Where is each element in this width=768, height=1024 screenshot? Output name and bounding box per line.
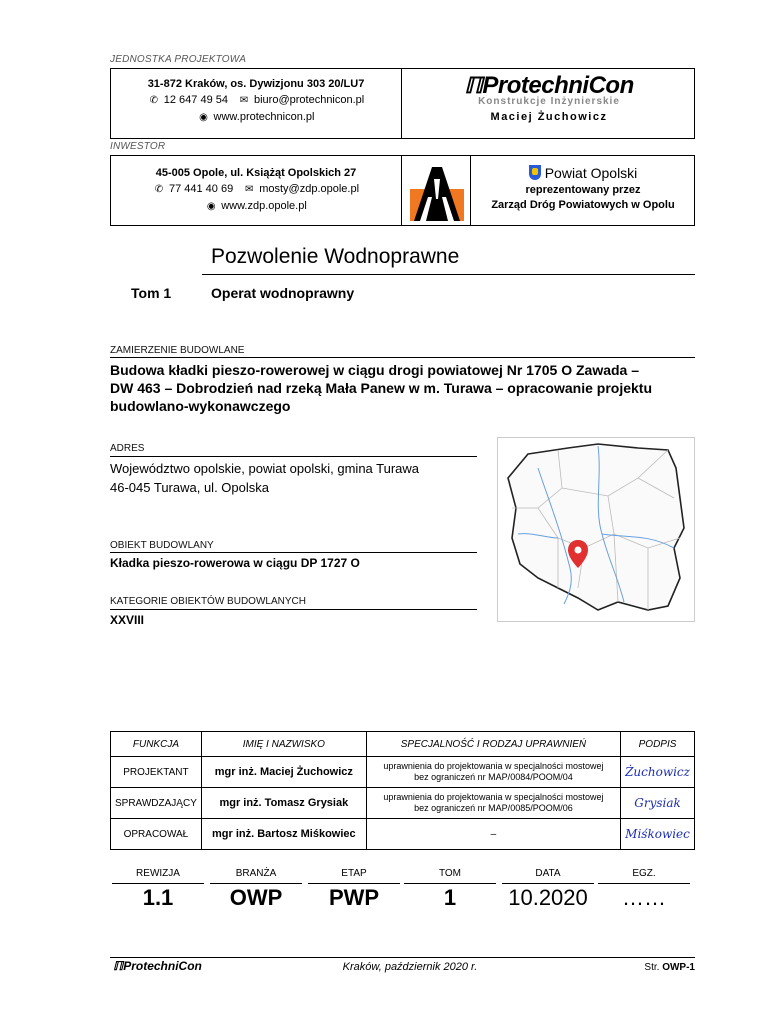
row-name: mgr inż. Bartosz Miśkowiec (201, 819, 366, 850)
meta-rule-6 (598, 883, 690, 884)
signature-table (110, 731, 695, 850)
logo-mark-icon: ℿ (464, 73, 483, 98)
footer-logo (113, 959, 202, 973)
investor-section-label: INWESTOR (110, 141, 166, 152)
col-header-spec: SPECJALNOŚĆ I RODZAJ UPRAWNIEŃ (366, 732, 620, 757)
inv-phone: 77 441 40 69 (168, 183, 234, 195)
address-line-2: 46-045 Turawa, ul. Opolska (110, 480, 269, 495)
table-row (111, 788, 695, 819)
phone-icon: ✆ (149, 95, 158, 106)
protechnicon-logo (405, 72, 693, 123)
address-lines (110, 459, 419, 497)
meta-header-branch: BRANŻA (235, 868, 277, 879)
globe-icon: ◉ (206, 201, 216, 212)
project-line-2: DW 463 – Dobrodzień nad rzeką Mała Panew w m. Turawa – opracowanie projektu (110, 380, 652, 396)
logo-sub: Konstrukcje Inżynierskie (478, 96, 620, 107)
signature-image: Żuchowicz (621, 757, 695, 788)
row-spec: uprawnienia do projektowania w specjalności mostowej bez ograniczeń nr MAP/0085/POOM/06 (366, 788, 620, 819)
project-label: ZAMIERZENIE BUDOWLANE (110, 345, 245, 356)
col-header-signature: PODPIS (621, 732, 695, 757)
category-value: XXVIII (110, 613, 145, 627)
title-underline (202, 274, 695, 275)
phone-icon: ✆ (154, 184, 164, 195)
meta-value-branch: OWP (229, 885, 283, 910)
meta-value-tom: 1 (443, 885, 457, 910)
inv-web-row (112, 198, 400, 215)
doc-title: Pozwolenie Wodnoprawne (211, 245, 460, 268)
signature-image: Miśkowiec (621, 819, 695, 850)
meta-rule-1 (112, 883, 204, 884)
meta-header-tom: TOM (438, 868, 462, 879)
project-rule (110, 357, 695, 358)
logo-text: ProtechniCon (482, 72, 634, 99)
investor-contact (112, 165, 400, 215)
footer-rule (110, 957, 695, 958)
row-spec: uprawnienia do projektowania w specjalności mostowej bez ograniczeń nr MAP/0084/POOM/04 (366, 757, 620, 788)
meta-rule-4 (404, 883, 496, 884)
table-row (111, 757, 695, 788)
address-line-1: Województwo opolskie, powiat opolski, gmina Turawa (110, 461, 420, 476)
unit-contact (112, 76, 400, 126)
meta-rule-5 (502, 883, 594, 884)
unit-email: biuro@protechnicon.pl (254, 94, 365, 106)
footer-page (628, 962, 695, 973)
tom-label: Tom 1 (131, 285, 172, 301)
logo-mark-icon: ℿ (113, 959, 124, 973)
row-spec: – (366, 819, 620, 850)
meta-rule-2 (210, 883, 302, 884)
meta-value-revision: 1.1 (142, 885, 174, 910)
meta-header-date: DATA (535, 868, 561, 879)
category-label: KATEGORIE OBIEKTÓW BUDOWLANYCH (110, 596, 306, 607)
project-description (110, 361, 652, 415)
investor-name-block (472, 163, 694, 213)
logo-name: Maciej Żuchowicz (490, 111, 608, 123)
object-value: Kładka pieszo-rowerowa w ciągu DP 1727 O (110, 556, 360, 570)
row-role: SPRAWDZAJĄCY (111, 788, 202, 819)
tom-name: Operat wodnoprawny (211, 285, 355, 301)
row-name: mgr inż. Maciej Żuchowicz (201, 757, 366, 788)
meta-value-stage: PWP (328, 885, 380, 910)
unit-web-row (112, 109, 400, 126)
footer-place-date: Kraków, październik 2020 r. (342, 961, 478, 973)
inv-sub2: Zarząd Dróg Powiatowych w Opolu (491, 199, 675, 211)
location-map (497, 437, 695, 622)
meta-rule-3 (308, 883, 400, 884)
project-line-1: Budowa kładki pieszo-rowerowej w ciągu drogi powiatowej Nr 1705 O Zawada – (110, 362, 640, 378)
investor-divider-1 (401, 155, 402, 226)
object-label: OBIEKT BUDOWLANY (110, 540, 214, 551)
unit-divider (401, 68, 402, 139)
project-line-3: budowlano-wykonawczego (110, 398, 291, 414)
unit-phone-row (112, 92, 400, 109)
meta-block (110, 866, 695, 916)
road-logo-icon (410, 159, 464, 221)
object-rule (110, 552, 477, 553)
inv-sub1: reprezentowany przez (525, 184, 641, 196)
inv-address: 45-005 Opole, ul. Książąt Opolskich 27 (155, 167, 357, 179)
meta-header-stage: ETAP (341, 868, 367, 879)
category-rule (110, 609, 477, 610)
footer-logo-text: ProtechniCon (123, 959, 202, 973)
unit-section-label: JEDNOSTKA PROJEKTOWA (110, 54, 247, 65)
row-role: PROJEKTANT (111, 757, 202, 788)
address-rule (110, 456, 477, 457)
globe-icon: ◉ (199, 112, 208, 123)
meta-header-copy: EGZ. (632, 868, 656, 879)
col-header-name: IMIĘ I NAZWISKO (201, 732, 366, 757)
meta-header-revision: REWIZJA (136, 868, 180, 879)
inv-phone-row (112, 181, 400, 198)
table-row (111, 819, 695, 850)
inv-title: Powiat Opolski (544, 165, 638, 181)
unit-web: www.protechnicon.pl (213, 111, 315, 123)
coat-of-arms-icon (529, 165, 541, 180)
inv-web: www.zdp.opole.pl (221, 200, 307, 212)
table-header-row (111, 732, 695, 757)
email-icon: ✉ (245, 184, 254, 195)
address-label: ADRES (110, 443, 145, 454)
inv-email: mosty@zdp.opole.pl (259, 183, 360, 195)
signature-image: Grysiak (621, 788, 695, 819)
meta-value-date: 10.2020 (508, 885, 588, 910)
footer-page-number: OWP-1 (662, 962, 695, 973)
row-role: OPRACOWAŁ (111, 819, 202, 850)
footer-page-prefix: Str. (644, 962, 660, 973)
col-header-function: FUNKCJA (111, 732, 202, 757)
poland-outline (508, 444, 684, 610)
unit-phone: 12 647 49 54 (163, 94, 228, 106)
unit-address: 31-872 Kraków, os. Dywizjonu 303 20/LU7 (147, 78, 365, 90)
row-name: mgr inż. Tomasz Grysiak (201, 788, 366, 819)
email-icon: ✉ (239, 95, 249, 106)
investor-divider-2 (470, 155, 471, 226)
meta-value-copy: …… (622, 885, 666, 910)
